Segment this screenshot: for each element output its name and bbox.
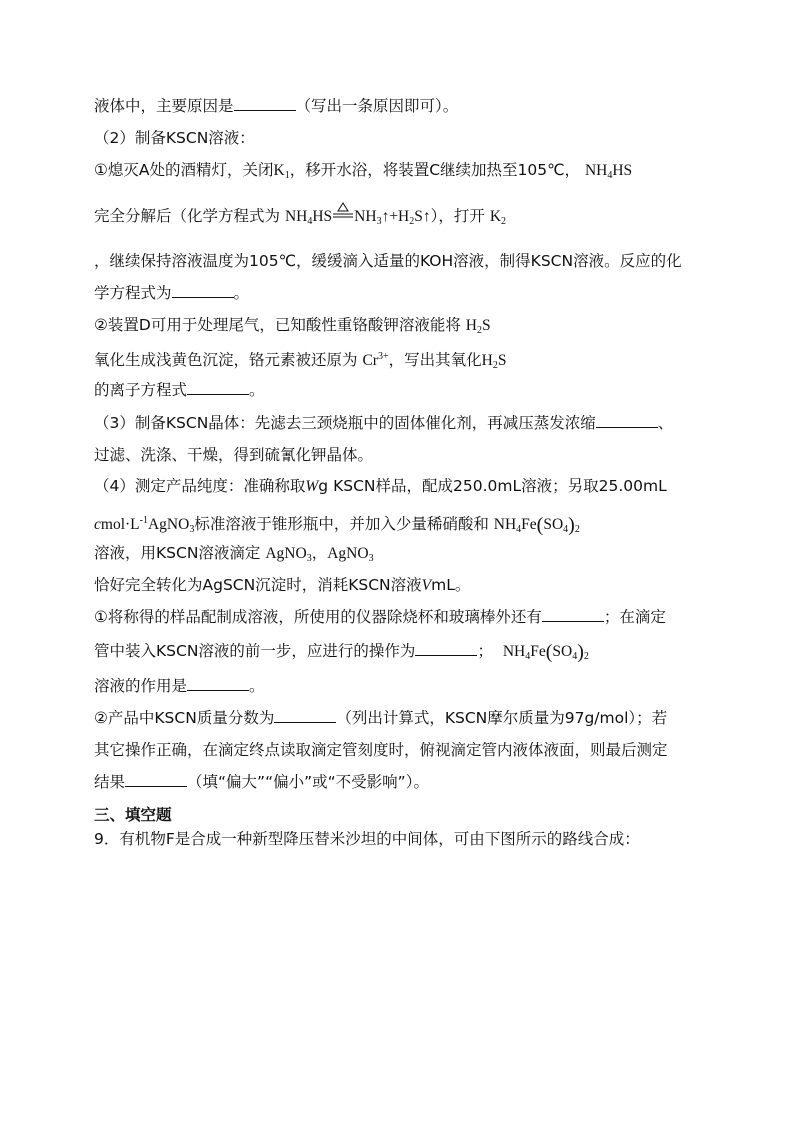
question-text: 9．有机物F是合成一种新型降压替米沙坦的中间体，可由下图所示的路线合成： [94,830,640,848]
text-line: 氧化生成浅黄色沉淀，铬元素被还原为 $Cr^{3+}$，写出其氧化$H_2S$ [94,351,507,371]
answer-blank [234,110,296,111]
heating-arrow-icon [332,208,354,222]
text-line: 液体中，主要原因是 （写出一条原因即可）。 [94,97,459,115]
answer-blank [542,621,604,622]
text-line: 恰好完全转化为AgSCN沉淀时，消耗KSCN溶液VmL。 [94,576,471,594]
answer-blank [187,690,249,691]
text-line: 过滤、洗涤、干燥，得到硫氰化钾晶体。 [94,446,374,464]
text-line: （4）测定产品纯度：准确称取Wg KSCN样品，配成250.0mL溶液；另取25.00mL [94,477,667,495]
answer-blank [415,655,477,656]
text-line: ①熄灭A处的酒精灯，关闭$K_1$，移开水浴，将装置C继续加热至105℃， $NH_4HS$ [94,161,633,181]
text-line: 溶液的作用是 。 [94,677,265,695]
section-title: 三、填空题 [94,806,172,824]
text-line: （3）制备KSCN晶体：先滤去三颈烧瓶中的固体催化剂，再减压蒸发浓缩 、 [94,414,674,432]
answer-blank [125,786,187,787]
text-line: ，继续保持溶液温度为105℃，缓缓滴入适量的KOH溶液，制得KSCN溶液。反应的化 [94,252,682,270]
text-line: ①将称得的样品配制成溶液，所使用的仪器除烧杯和玻璃棒外还有 ；在滴定 [94,608,666,626]
text-line: 管中装入KSCN溶液的前一步，应进行的操作为 ； $NH_4Fe(SO_4)_2$ [94,641,589,663]
text-line: 学方程式为 。 [94,284,250,302]
text-line: ②装置D可用于处理尾气，已知酸性重铬酸钾溶液能将 $H_2S$ [94,316,491,336]
answer-blank [187,394,249,395]
text-line: 溶液，用KSCN溶液滴定 AgNO$_3$，AgNO$_3$ [94,544,374,564]
text-line: 其它操作正确，在滴定终点读取滴定管刻度时，俯视滴定管内液体液面，则最后测定 [94,741,668,759]
equation-line: 完全分解后（化学方程式为 $NH_4HS$ $NH_3↑+H_2S↑$），打开 $K_2$ [94,206,506,232]
answer-blank [596,427,658,428]
answer-blank [172,297,234,298]
text-line: 结果 （填“偏大”“偏小”或“不受影响”）。 [94,773,429,791]
section-heading: （2）制备KSCN溶液： [94,129,255,147]
answer-blank [274,722,336,723]
text-line: $cmol\cdot L^{-1}AgNO_3$标准溶液于锥形瓶中，并加入少量稀硝酸和 $NH_4Fe(SO_4)_2$ [94,514,580,536]
text-line: ②产品中KSCN质量分数为 （列出计算式，KSCN摩尔质量为97g/mol）；若 [94,709,668,727]
text-line: 的离子方程式 。 [94,381,265,399]
